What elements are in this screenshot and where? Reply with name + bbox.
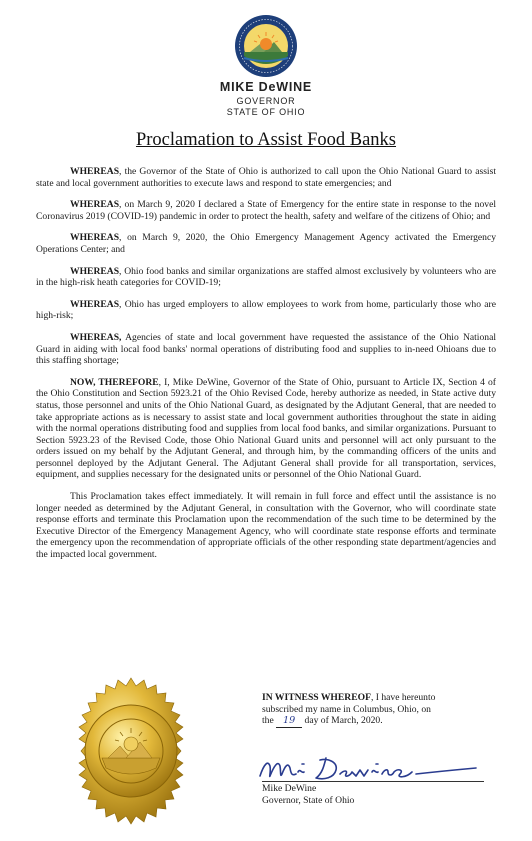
paragraph-text: , I, Mike DeWine, Governor of the State of Ohio, pursuant to Article IX, Section 4 of the Ohio Constitution and Section 5923.21 of the Ohio Revised Code, hereby authorize as needed, in State active duty status, those personnel and units of the Ohio National Guard, as designated by the Adjutant General, that are needed to take appropriate actions as is necessary to assist state and local government authorities throughout the state in aiding with the normal operations distributing food and supplies from local food banks, and similar organizations. Pursuant to Section 5923.23 of the Revised Code, those Ohio National Guard units and personnel will act only pursuant to the orders issued on my behalf by the Adjutant General, and through him, by the commanding officers of the units and personnel deployed by the Adjutant General. The Adjutant General shall provide for all transportation, services, equipment, and supplies necessary for the designated units or personnel of the Ohio National Guard. [36, 376, 496, 481]
signer-block [262, 783, 354, 806]
paragraph-text: Agencies of state and local government have requested the assistance of the Ohio National Guard in aiding with local food banks' normal operations of distributing food and supplies to in-need Ohioans due to this staffing shortage; [36, 331, 496, 367]
paragraph [36, 299, 496, 322]
paragraph-lead: WHEREAS [70, 166, 120, 177]
paragraph-lead: WHEREAS [70, 199, 120, 211]
paragraph-lead: WHEREAS, [70, 331, 122, 343]
paragraph-text: , the Governor of the State of Ohio is authorized to call upon the Ohio National Guard to assist state and local government authorities to execute laws and respond to state emergencies; and [36, 166, 496, 189]
ohio-seal-icon [234, 14, 298, 78]
witness-the: the [262, 715, 274, 727]
paragraph-text: , Ohio food banks and similar organizations are staffed almost exclusively by volunteers who are in the high-risk heath categories for COVID-19; [36, 265, 496, 289]
paragraph [36, 377, 496, 481]
paragraph [36, 232, 496, 255]
paragraph [36, 199, 496, 222]
signer-name: Mike DeWine [262, 783, 317, 794]
witness-line2: day of March, 2020. [304, 715, 383, 727]
witness-block [262, 692, 462, 728]
paragraph [36, 166, 496, 189]
paragraph-lead: WHEREAS [70, 298, 120, 310]
governor-title: GOVERNOR [236, 96, 296, 106]
proclamation-body [36, 166, 496, 571]
state-name: STATE OF OHIO [226, 107, 306, 117]
paragraph [36, 491, 496, 561]
paragraph-text: , on March 9, 2020 I declared a State of Emergency for the entire state in response to the novel Coronavirus 2019 (COVID-19) pandemic in order to protect the health, safety and welfare of the citizens of Ohio; and [36, 199, 496, 222]
page-title: Proclamation to Assist Food Banks [135, 130, 397, 150]
paragraph-text: , on March 9, 2020, the Ohio Emergency Management Agency activated the Emergency Operations Center; and [36, 232, 496, 255]
paragraph-text: , Ohio has urged employers to allow employees to work from home, particularly those who are high-risk; [36, 298, 496, 322]
signature-line [262, 781, 484, 782]
signer-office: Governor, State of Ohio [262, 794, 355, 806]
witness-line1: , I have hereunto subscribed my name in Columbus, Ohio, on [262, 692, 436, 715]
witness-day: 19 [276, 715, 302, 728]
paragraph [36, 332, 496, 367]
paragraph-text: This Proclamation takes effect immediately. It will remain in full force and effect until the assistance is no longer needed as determined by the Adjutant General, in consultation with the Governor, who will coordinate state response efforts and terminate this Proclamation upon the recommendation of the such time to be determined by the Executive Director of the Emergency Management Agency, who will coordinate state response efforts and terminate the emergency upon the recommendation of appropriate officials of the other responding state department/agencies and the impacted local government. [36, 491, 496, 561]
governor-name: MIKE DeWINE [219, 80, 313, 94]
paragraph-lead: WHEREAS [70, 232, 120, 244]
gold-seal-icon [56, 676, 206, 826]
paragraph [36, 266, 496, 289]
witness-lead: IN WITNESS WHEREOF [262, 692, 371, 703]
paragraph-lead: WHEREAS [70, 265, 120, 277]
paragraph-lead: NOW, THEREFORE [70, 376, 159, 388]
